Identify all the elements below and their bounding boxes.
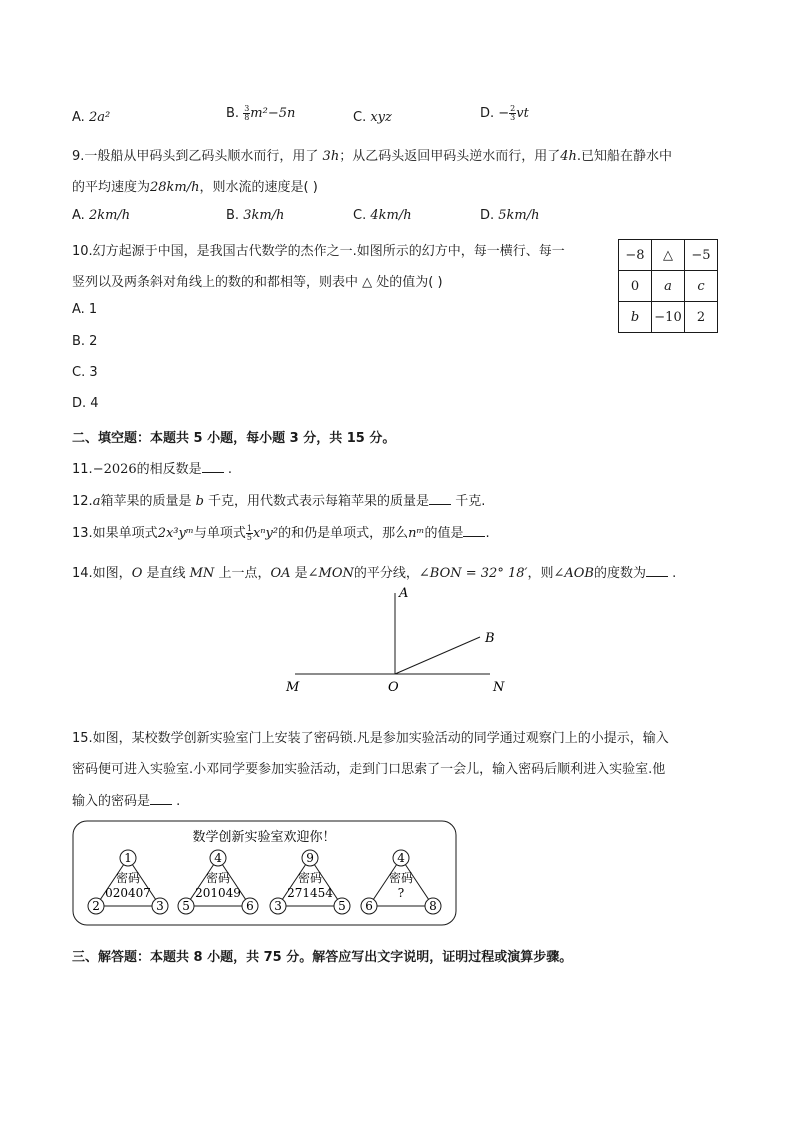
q11: 11.−2026的相反数是 . <box>72 462 232 477</box>
q9-option-c: C. 4km/h <box>353 208 412 223</box>
section3-title: 三、解答题：本题共 8 小题，共 75 分。解答应写出文字说明，证明过程或演算步骤。 <box>72 950 573 965</box>
q10-option-c: C. 3 <box>72 365 98 380</box>
triangle-1 <box>88 850 168 914</box>
answer-blank[interactable] <box>463 525 485 537</box>
num-right: 5 <box>338 899 346 913</box>
triangle-4 <box>361 850 441 914</box>
ray-ob <box>395 637 480 674</box>
table-cell: −8 <box>619 240 652 271</box>
triangle-3 <box>270 850 350 914</box>
num-left: 6 <box>365 899 373 913</box>
table-row <box>619 271 718 302</box>
code-value: 020407 <box>105 886 151 900</box>
q10-line1: 10.幻方起源于中国，是我国古代数学的杰作之一.如图所示的幻方中，每一横行、每一 <box>72 244 565 259</box>
num-right: 8 <box>429 899 437 913</box>
table-cell: c <box>685 271 718 302</box>
label-m: M <box>286 680 300 695</box>
code-value: 201049 <box>195 886 241 900</box>
q13: 13.如果单项式2x³yᵐ与单项式 $\frac{1}{5}$ xⁿy²的和仍是单项式，那么nᵐ的值是 . <box>72 524 490 542</box>
q8-option-b: B. $\frac{3}{8}$ m²−5n <box>226 104 296 122</box>
q9-option-a: A. 2km/h <box>72 208 131 223</box>
table-row <box>619 302 718 333</box>
answer-blank[interactable] <box>646 565 668 577</box>
section2-title: 二、填空题：本题共 5 小题，每小题 3 分，共 15 分。 <box>72 431 396 446</box>
table-cell: 0 <box>619 271 652 302</box>
num-right: 3 <box>156 899 164 913</box>
table-row <box>619 240 718 271</box>
fraction: $\frac{3}{8}$ <box>244 104 250 122</box>
q10-option-d: D. 4 <box>72 396 99 411</box>
table-cell: a <box>652 271 685 302</box>
fraction: $\frac{2}{3}$ <box>510 104 516 122</box>
magic-square-table <box>618 239 718 333</box>
q8-option-a: A. 2a² <box>72 110 111 125</box>
code-label: 密码 <box>297 871 323 885</box>
code-label: 密码 <box>205 871 231 885</box>
q9-option-b: B. 3km/h <box>226 208 285 223</box>
password-lock-panel <box>0 815 794 930</box>
answer-blank[interactable] <box>202 461 224 473</box>
code-value: ? <box>397 886 405 900</box>
table-cell: b <box>619 302 652 333</box>
num-left: 3 <box>274 899 282 913</box>
q10-option-a: A. 1 <box>72 302 98 317</box>
q14: 14.如图，O 是直线 MN 上一点，OA 是∠MON的平分线，∠BON = 32° 18′，则∠AOB的度数为 . <box>72 566 677 581</box>
num-left: 2 <box>92 899 100 913</box>
q15-line2: 密码便可进入实验室.小邓同学要参加实验活动，走到门口思索了一会儿，输入密码后顺利进入实验室.他 <box>72 762 666 777</box>
label-n: N <box>493 680 505 695</box>
answer-blank[interactable] <box>429 493 451 505</box>
table-cell: −5 <box>685 240 718 271</box>
num-top: 4 <box>397 851 405 865</box>
code-label: 密码 <box>388 871 414 885</box>
triangle-2 <box>178 850 258 914</box>
num-right: 6 <box>246 899 254 913</box>
q8-option-c: C. xyz <box>353 110 392 125</box>
num-left: 5 <box>182 899 190 913</box>
code-value: 271454 <box>287 886 333 900</box>
fraction: $\frac{1}{5}$ <box>246 524 252 542</box>
label-b: B <box>485 631 495 646</box>
q12: 12.a箱苹果的质量是 b 千克，用代数式表示每箱苹果的质量是 千克. <box>72 494 486 509</box>
q8-option-d: D. − $\frac{2}{3}$ vt <box>480 104 529 122</box>
q9-line2: 的平均速度为28km/h，则水流的速度是( ) <box>72 180 318 195</box>
q15-line3: 输入的密码是 . <box>72 794 181 809</box>
q15-line1: 15.如图，某校数学创新实验室门上安装了密码锁.凡是参加实验活动的同学通过观察门上的小提示，输入 <box>72 731 669 746</box>
q10-line2: 竖列以及两条斜对角线上的数的和都相等，则表中 △ 处的值为( ) <box>72 275 443 290</box>
table-cell: △ <box>652 240 685 271</box>
table-cell: 2 <box>685 302 718 333</box>
code-label: 密码 <box>115 871 141 885</box>
answer-blank[interactable] <box>150 793 172 805</box>
num-top: 1 <box>124 851 132 865</box>
table-cell: −10 <box>652 302 685 333</box>
q10-option-b: B. 2 <box>72 334 98 349</box>
angle-diagram <box>0 585 794 695</box>
num-top: 4 <box>214 851 222 865</box>
q9-option-d: D. 5km/h <box>480 208 540 223</box>
label-a: A <box>399 586 409 601</box>
label-o: O <box>388 680 399 695</box>
banner-text: 数学创新实验室欢迎你！ <box>192 830 336 845</box>
num-top: 9 <box>306 851 314 865</box>
q9-line1: 9.一般船从甲码头到乙码头顺水而行，用了 3h；从乙码头返回甲码头逆水而行，用了4h.已知船在静水中 <box>72 149 673 164</box>
